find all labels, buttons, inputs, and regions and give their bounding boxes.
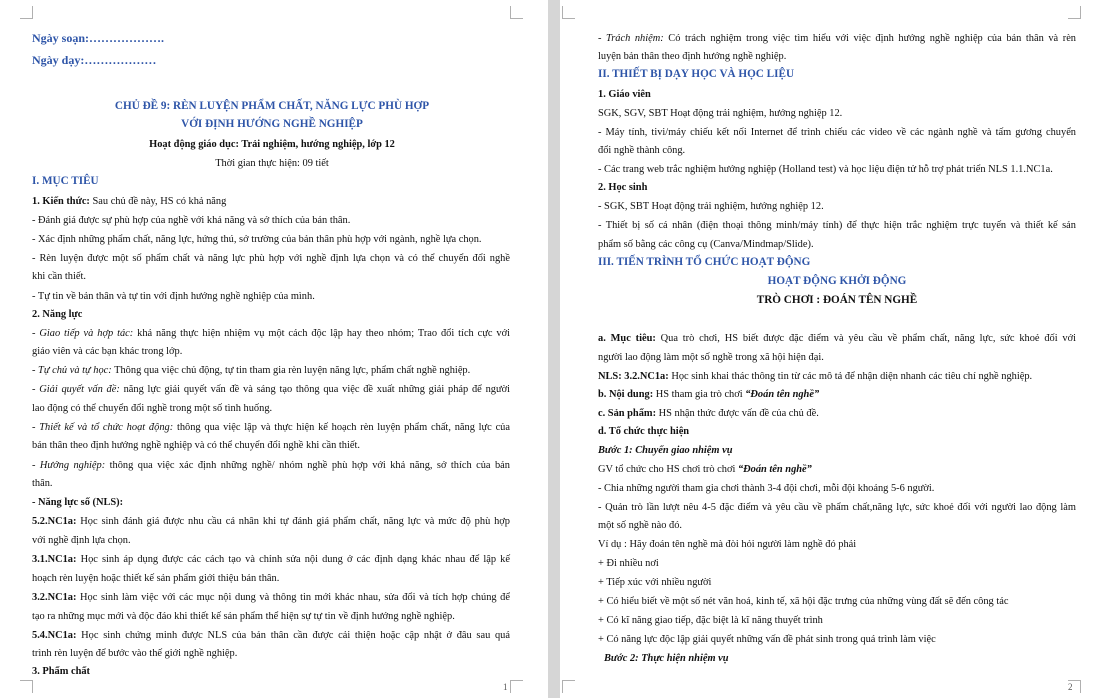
paragraph	[32, 515, 510, 528]
knowledge-label: 1. Kiến thức:	[32, 196, 90, 207]
subject-line: Hoạt động giáo dục: Trải nghiệm, hướng nghiệp, lớp 12	[149, 139, 395, 150]
item-text: khả năng thực hiện nhiệm vụ một cách độc lập hay theo nhóm; Trao đổi tích cực với	[133, 328, 510, 339]
paragraph	[32, 421, 510, 434]
paragraph	[32, 629, 510, 642]
section-equipment: II. THIẾT BỊ DẠY HỌC VÀ HỌC LIỆU	[598, 68, 795, 80]
paragraph: + Có kĩ năng giao tiếp, đặc biệt là kĩ năng thuyết trình	[598, 615, 823, 626]
code-label: 5.2.NC1a:	[32, 516, 77, 527]
item-label: - Giao tiếp và hợp tác:	[32, 328, 134, 339]
section-process: III. TIẾN TRÌNH TỔ CHỨC HOẠT ĐỘNG	[598, 256, 811, 268]
item-label: - Thiết kế và tổ chức hoạt động:	[32, 422, 174, 433]
item-label: - Trách nhiệm:	[598, 33, 664, 44]
item-label: c. Sản phẩm:	[598, 408, 657, 419]
paragraph: lao động có thể chuyển đổi nghề trong một số tình huống.	[32, 403, 273, 414]
date-teach: Ngày dạy:………………	[32, 53, 157, 67]
activity-title: HOẠT ĐỘNG KHỞI ĐỘNG	[767, 275, 907, 287]
paragraph	[32, 459, 510, 472]
page-number: 2	[1068, 682, 1073, 692]
item-label: - Giải quyết vấn đề:	[32, 384, 120, 395]
paragraph	[598, 463, 812, 476]
paragraph: một số nghề nào đó.	[598, 520, 682, 531]
paragraph: với nghề định lựa chọn.	[32, 535, 131, 546]
paragraph	[32, 553, 510, 566]
topic-title-line2: VỚI ĐỊNH HƯỚNG NGHỀ NGHIỆP	[181, 118, 363, 130]
paragraph: - SGK, SBT Hoạt động trải nghiệm, hướng nghiệp 12.	[598, 201, 824, 212]
item-text: GV tổ chức cho HS chơi trò chơi	[598, 464, 738, 475]
duration-line: Thời gian thực hiện: 09 tiết	[215, 158, 329, 169]
item-text: Qua trò chơi, HS biết được đặc điểm và yêu cầu về phẩm chất, năng lực, sức khoẻ đối với	[655, 333, 1077, 344]
item-text: HS tham gia trò chơi	[653, 389, 746, 400]
item-text: năng lực giải quyết vấn đề và sáng tạo thông qua việc đề xuất những giải pháp để người	[119, 384, 510, 395]
paragraph: - Đánh giá được sự phù hợp của nghề với khả năng và sở thích của bản thân.	[32, 215, 351, 226]
paragraph: + Có năng lực độc lập giải quyết những vấn đề phát sinh trong quá trình làm việc	[598, 634, 936, 645]
page-corner-mark	[510, 6, 523, 19]
organization-label: d. Tổ chức thực hiện	[598, 426, 690, 437]
page-corner-mark	[562, 6, 575, 19]
item-label: b. Nội dung:	[598, 389, 654, 400]
paragraph: - Quản trò lần lượt nêu 4-5 đặc điểm và yêu cầu về phẩm chất,năng lực, sức khoẻ đối với người lao động làm	[598, 502, 1076, 513]
teacher-label: 1. Giáo viên	[598, 89, 651, 100]
paragraph: khi cần thiết.	[32, 271, 86, 282]
paragraph	[32, 327, 510, 340]
quality-label: 3. Phẩm chất	[32, 666, 91, 677]
page-corner-mark	[1068, 6, 1081, 19]
item-text: HS nhận thức được vấn đề của chủ đề.	[656, 408, 819, 419]
item-text: thông qua việc lập và thực hiện kế hoạch rèn luyện phẩm chất, năng lực của	[173, 422, 510, 433]
paragraph	[32, 383, 510, 396]
paragraph	[32, 591, 510, 604]
code-label: 5.4.NC1a:	[32, 630, 77, 641]
paragraph: - Xác định những phẩm chất, năng lực, hứng thú, sở trường của bản thân phù hợp với ngành, nghề lựa chọn.	[32, 234, 482, 245]
paragraph	[598, 370, 1032, 383]
paragraph: tạo ra những mục mới và độc đáo khi thiết kế sản phẩm thể hiện sự tự tin về định hướng nghề nghiệp.	[32, 611, 455, 622]
paragraph: + Tiếp xúc với nhiều người	[598, 577, 712, 588]
paragraph	[32, 364, 470, 377]
paragraph	[598, 407, 819, 420]
paragraph: - Các trang web trắc nghiệm hướng nghiệp (Holland test) và học liệu điện tử hỗ trợ phát triển NLS 1.1.NC1a.	[598, 164, 1053, 175]
page-corner-mark	[20, 680, 33, 693]
digital-competence-label: - Năng lực số (NLS):	[32, 497, 124, 508]
date-prepare: Ngày soạn:……………….	[32, 31, 165, 45]
item-text: Có trách nghiệm trong việc tìm hiểu với việc định hướng nghề nghiệp của bản thân và rèn	[663, 33, 1077, 44]
paragraph: giáo viên và các bạn khác trong lớp.	[32, 346, 183, 357]
code-label: 3.1.NC1a:	[32, 554, 77, 565]
knowledge-text: Sau chủ đề này, HS có khả năng	[89, 196, 227, 207]
paragraph	[598, 32, 1076, 45]
item-quote: “Đoán tên nghề”	[745, 389, 820, 400]
item-text: Thông qua việc chủ động, tự tin tham gia rèn luyện năng lực, phẩm chất nghề nghiệp.	[111, 365, 471, 376]
paragraph: hoạch rèn luyện hoặc thiết kế sản phẩm giới thiệu bản thân.	[32, 573, 280, 584]
paragraph: luyện bản thân theo định hướng nghề nghiệp.	[598, 51, 787, 62]
item-quote: “Đoán tên nghề”	[737, 464, 812, 475]
page-number: 1	[503, 682, 508, 692]
paragraph: đổi nghề thành công.	[598, 145, 686, 156]
paragraph	[598, 332, 1076, 345]
page-corner-mark	[562, 680, 575, 693]
section-objectives: I. MỤC TIÊU	[32, 175, 99, 187]
paragraph: thân.	[32, 478, 53, 489]
code-label: 3.2.NC1a:	[32, 592, 77, 603]
paragraph: - Chia những người tham gia chơi thành 3-4 đội chơi, mỗi đội khoảng 5-6 người.	[598, 483, 935, 494]
student-label: 2. Học sinh	[598, 182, 648, 193]
competence-label: 2. Năng lực	[32, 309, 83, 320]
step-1: Bước 1: Chuyển giao nhiệm vụ	[598, 445, 733, 456]
item-text: Học sinh làm việc với các mục nội dung và thông tin mới khác nhau, sửa đổi và tích hợp chúng để	[76, 592, 510, 603]
step-2: Bước 2: Thực hiện nhiệm vụ	[604, 653, 729, 664]
item-label: a. Mục tiêu:	[598, 333, 656, 344]
knowledge-line	[32, 195, 226, 208]
paragraph: phẩm số bằng các công cụ (Canva/Mindmap/Slide).	[598, 239, 814, 250]
paragraph: trình rèn luyện để bước vào thế giới nghề nghiệp.	[32, 648, 238, 659]
item-text: Học sinh áp dụng được các cách tạo và chỉnh sửa nội dung ở các định dạng khác nhau để lập kế	[76, 554, 510, 565]
page-corner-mark	[20, 6, 33, 19]
item-text: Học sinh khai thác thông tin từ các mô tả để nhận diện nhanh các tiêu chí nghề nghiệp.	[668, 371, 1033, 382]
document-page-2	[560, 0, 1112, 698]
paragraph	[598, 388, 819, 401]
paragraph: Ví dụ : Hãy đoán tên nghề mà đòi hỏi người làm nghề đó phải	[598, 539, 857, 550]
item-label: - Tự chủ và tự học:	[32, 365, 112, 376]
paragraph: SGK, SGV, SBT Hoạt động trải nghiệm, hướng nghiệp 12.	[598, 108, 843, 119]
paragraph: người lao động làm một số nghề trong xã hội hiện đại.	[598, 352, 824, 363]
item-label: - Hướng nghiệp:	[32, 460, 106, 471]
page-corner-mark	[510, 680, 523, 693]
paragraph: - Tự tin về bản thân và tự tin với định hướng nghề nghiệp của mình.	[32, 291, 315, 302]
item-text: Học sinh đánh giá được nhu cầu cá nhân khi tự đánh giá phẩm chất, năng lực và mức độ phù hợp	[76, 516, 510, 527]
item-text: Học sinh chứng minh được NLS của bản thân cần được cải thiện hoặc cập nhật ở đâu sau quá	[76, 630, 510, 641]
paragraph: - Thiết bị số cá nhân (điện thoại thông minh/máy tính) để thực hiện trắc nghiệm trực tuyến và thiết kế sản	[598, 220, 1076, 231]
topic-title: CHỦ ĐỀ 9: RÈN LUYỆN PHẨM CHẤT, NĂNG LỰC PHÙ HỢP	[114, 100, 430, 112]
paragraph: - Máy tính, tivi/máy chiếu kết nối Internet để trình chiếu các video về các ngành nghề và tấm gương chuyển	[598, 127, 1076, 138]
paragraph: - Rèn luyện được một số phẩm chất và năng lực phù hợp với nghề định lựa chọn và có thể chuyển đổi nghề	[32, 253, 510, 264]
page-gutter	[548, 0, 560, 698]
paragraph: + Đi nhiều nơi	[598, 558, 659, 569]
item-text: thông qua việc xác định những nghề/ nhóm nghề phù hợp với khả năng, sở thích của bản	[105, 460, 510, 471]
paragraph: bản thân theo định hướng nghề nghiệp và có thể chuyển đổi nghề khi cần thiết.	[32, 440, 360, 451]
paragraph: + Có hiểu biết về một số nét văn hoá, kinh tế, xã hội đặc trưng của những vùng đất sẽ đến công tác	[598, 596, 1009, 607]
code-label: NLS: 3.2.NC1a:	[598, 371, 669, 382]
game-title: TRÒ CHƠI : ĐOÁN TÊN NGHỀ	[756, 294, 918, 306]
